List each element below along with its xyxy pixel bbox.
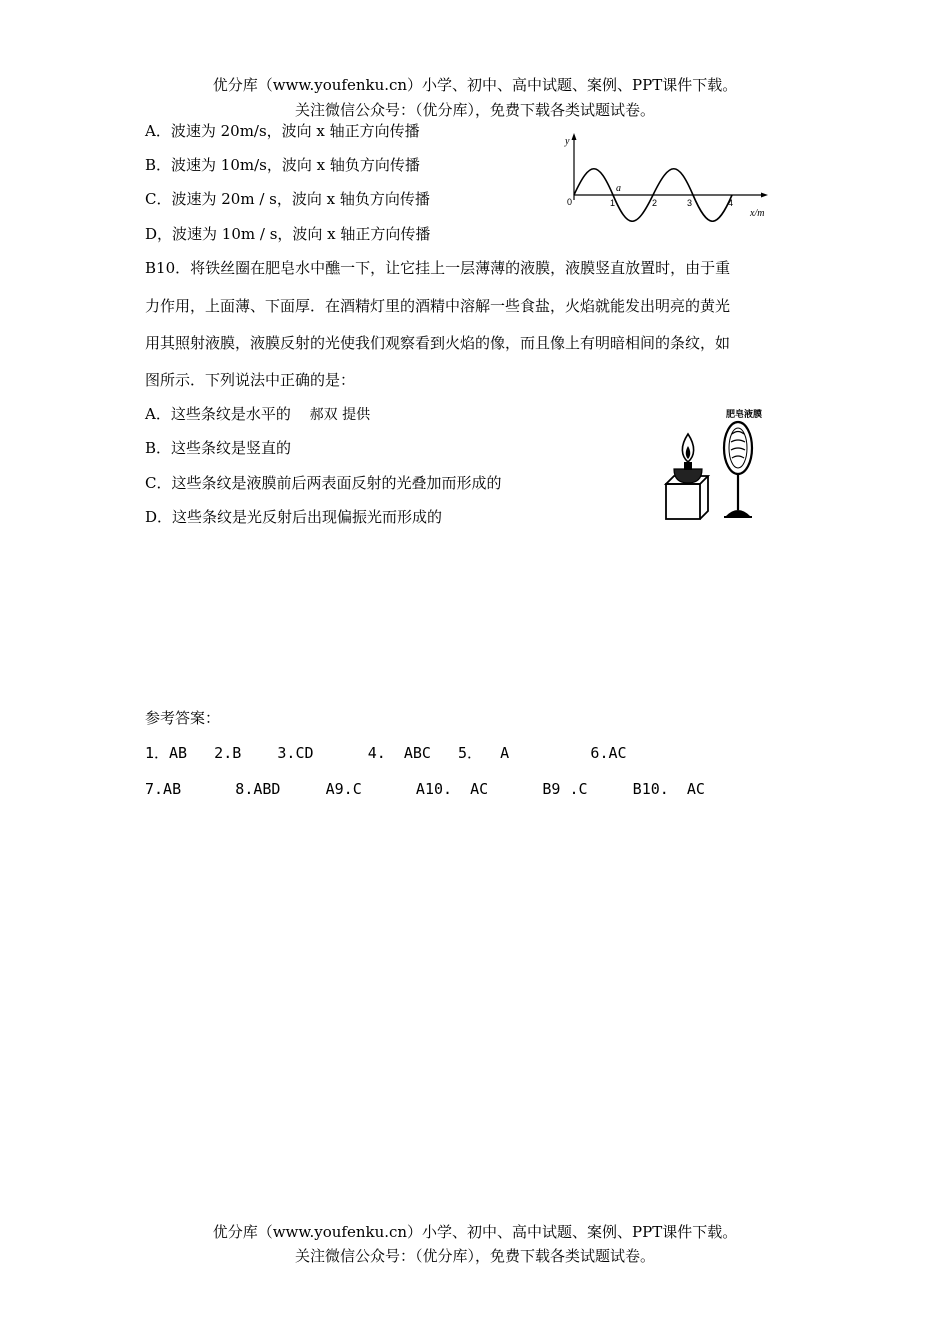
q10-option-a <box>145 404 370 425</box>
q9-option-b: B．波速为 10m/s，波向 x 轴负方向传播 <box>145 156 420 174</box>
header-line-1: 优分库（www.youfenku.cn）小学、初中、高中试题、案例、PPT课件下载。 <box>212 76 738 94</box>
header-line-2: 关注微信公众号：（优分库），免费下载各类试题试卷。 <box>294 101 655 119</box>
soap-film-stand <box>724 422 752 517</box>
answers-title: 参考答案： <box>145 709 221 727</box>
soap-film-figure <box>662 404 782 524</box>
tick-label-2: 2 <box>652 198 658 208</box>
y-axis-label: y <box>565 136 570 147</box>
tick-label-1: 1 <box>610 198 616 208</box>
origin-label: 0 <box>567 197 573 207</box>
x-axis-label: x/m <box>750 208 765 219</box>
answers-row-2: 7.AB 8.ABD A9.C A10. AC B9 .C B10. AC <box>145 780 705 798</box>
wave-graph <box>560 130 780 222</box>
q10-option-d: D．这些条纹是光反射后出现偏振光而形成的 <box>145 508 443 526</box>
alcohol-lamp <box>674 434 702 483</box>
q10-stem-line-1: B10．将铁丝圈在肥皂水中醮一下，让它挂上一层薄薄的液膜，液膜竖直放置时，由于重 <box>145 259 731 277</box>
q10-option-b: B．这些条纹是竖直的 <box>145 439 292 457</box>
answers-row-1: 1．AB 2.B 3.CD 4. ABC 5． A 6.AC <box>145 744 627 762</box>
provider-note: 郝双 提供 <box>309 407 371 423</box>
q10-stem-line-4: 图所示．下列说法中正确的是： <box>145 371 356 389</box>
footer-line-1: 优分库（www.youfenku.cn）小学、初中、高中试题、案例、PPT课件下载。 <box>212 1223 738 1241</box>
q9-option-c: C．波速为 20m / s，波向 x 轴负方向传播 <box>145 190 430 208</box>
q10-option-a-text: A．这些条纹是水平的 <box>145 405 291 423</box>
point-a-label: a <box>616 183 621 194</box>
tick-label-3: 3 <box>687 198 693 208</box>
q10-option-c: C．这些条纹是液膜前后两表面反射的光叠加而形成的 <box>145 474 502 492</box>
footer-line-2: 关注微信公众号：（优分库），免费下载各类试题试卷。 <box>294 1247 655 1265</box>
q9-option-d: D，波速为 10m / s，波向 x 轴正方向传播 <box>145 225 431 243</box>
q10-stem-line-3: 用其照射液膜，液膜反射的光使我们观察看到火焰的像，而且像上有明暗相间的条纹，如 <box>145 334 731 352</box>
q10-stem-line-2: 力作用，上面薄、下面厚．在酒精灯里的酒精中溶解一些食盐，火焰就能发出明亮的黄光 <box>145 297 731 315</box>
soap-film-label: 肥皂液膜 <box>726 410 763 420</box>
tick-label-4: 4 <box>728 198 734 208</box>
x-axis-arrow <box>761 193 768 198</box>
q9-option-a: A．波速为 20m/s，波向 x 轴正方向传播 <box>145 122 420 140</box>
y-axis-arrow <box>572 133 577 140</box>
